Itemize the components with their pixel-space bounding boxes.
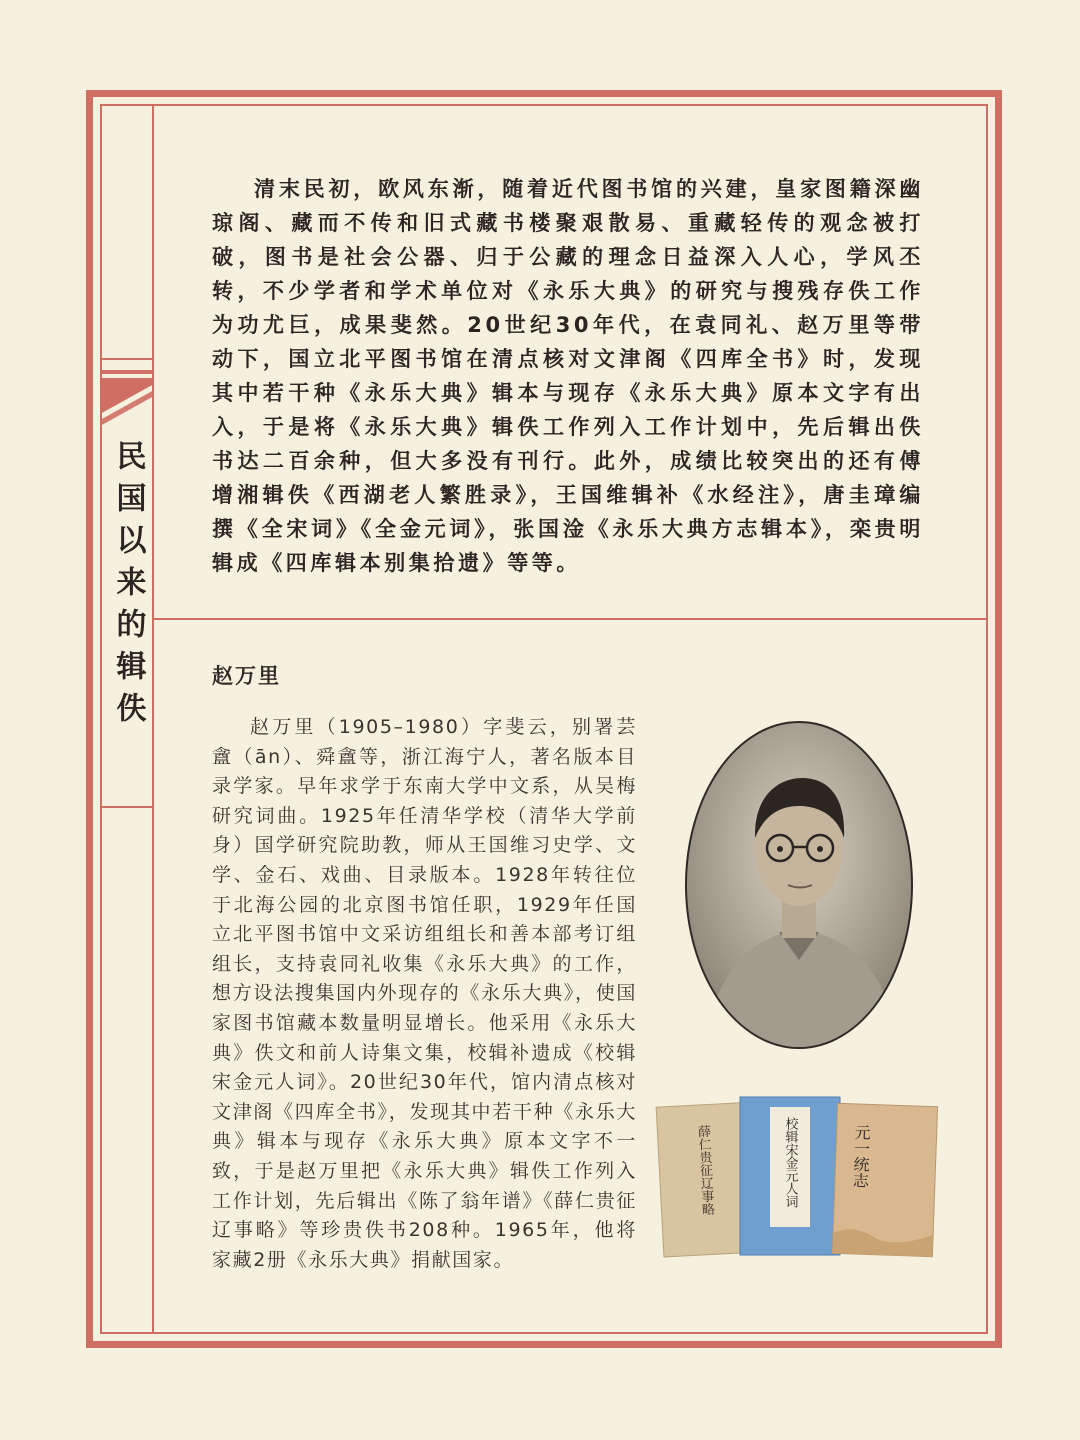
intro-paragraph: 清末民初，欧风东渐，随着近代图书馆的兴建，皇家图籍深幽琼阁、藏而不传和旧式藏书楼聚艰散易、重藏轻传的观念被打破，图书是社会公器、归于公藏的理念日益深入人心，学风丕转，不少学者和学术单位对《永乐大典》的研究与搜残存佚工作为功尤巨，成果斐然。20世纪30年代，在袁同礼、赵万里等带动下，国立北平图书馆在清点核对文津阁《四库全书》时，发现其中若干种《永乐大典》辑本与现存《永乐大典》原本文字有出入，于是将《永乐大典》辑佚工作列入工作计划中，先后辑出佚书达二百余种，但大多没有刊行。此外，成绩比较突出的还有傅增湘辑佚《西湖老人繁胜录》，王国维辑补《水经注》，唐圭璋编撰《全宋词》《全金元词》，张国淦《永乐大典方志辑本》，栾贵明辑成《四库辑本别集拾遗》等等。 [212,177,924,575]
book-cover-1 [656,1102,754,1257]
books-photo [655,1095,945,1265]
bio-paragraph: 赵万里（1905–1980）字斐云，别署芸盦（ān）、舜盦等，浙江海宁人，著名版本目录学家。早年求学于东南大学中文系，从吴梅研究词曲。1925年任清华学校（清华大学前身）国学研究院助教，师从王国维习史学、文学、金石、戏曲、目录版本。1928年转往位于北海公园的北京图书馆任职，1929年任国立北平图书馆中文采访组组长和善本部考订组组长，支持袁同礼收集《永乐大典》的工作，想方设法搜集国内外现存的《永乐大典》，使国家图书馆藏本数量明显增长。他采用《永乐大典》佚文和前人诗集文集，校辑补遗成《校辑宋金元人词》。20世纪30年代，馆内清点核对文津阁《四库全书》，发现其中若干种《永乐大典》辑本与现存《永乐大典》原本文字不一致，于是赵万里把《永乐大典》辑佚工作列入工作计划，先后辑出《陈了翁年谱》《薛仁贵征辽事略》等珍贵佚书208种。1965年，他将家藏2册《永乐大典》捐献国家。 [212,716,637,1271]
book-cover-2 [740,1097,840,1255]
book-title-3: 元一统志 [850,1123,872,1189]
section-divider [154,618,988,620]
book-title-1: 薛仁贵征辽事略 [694,1124,715,1217]
sidebar-title [100,440,155,810]
portrait-photo [684,720,914,1050]
book-title-2: 校辑宋金元人词 [782,1117,798,1208]
sidebar-title-text: 民国以来的辑佚 [110,440,146,734]
sidebar-top-rule [100,358,154,360]
bio-heading: 赵万里 [212,664,281,688]
book-cover-3 [832,1103,937,1256]
ribbon-decoration [100,370,154,430]
